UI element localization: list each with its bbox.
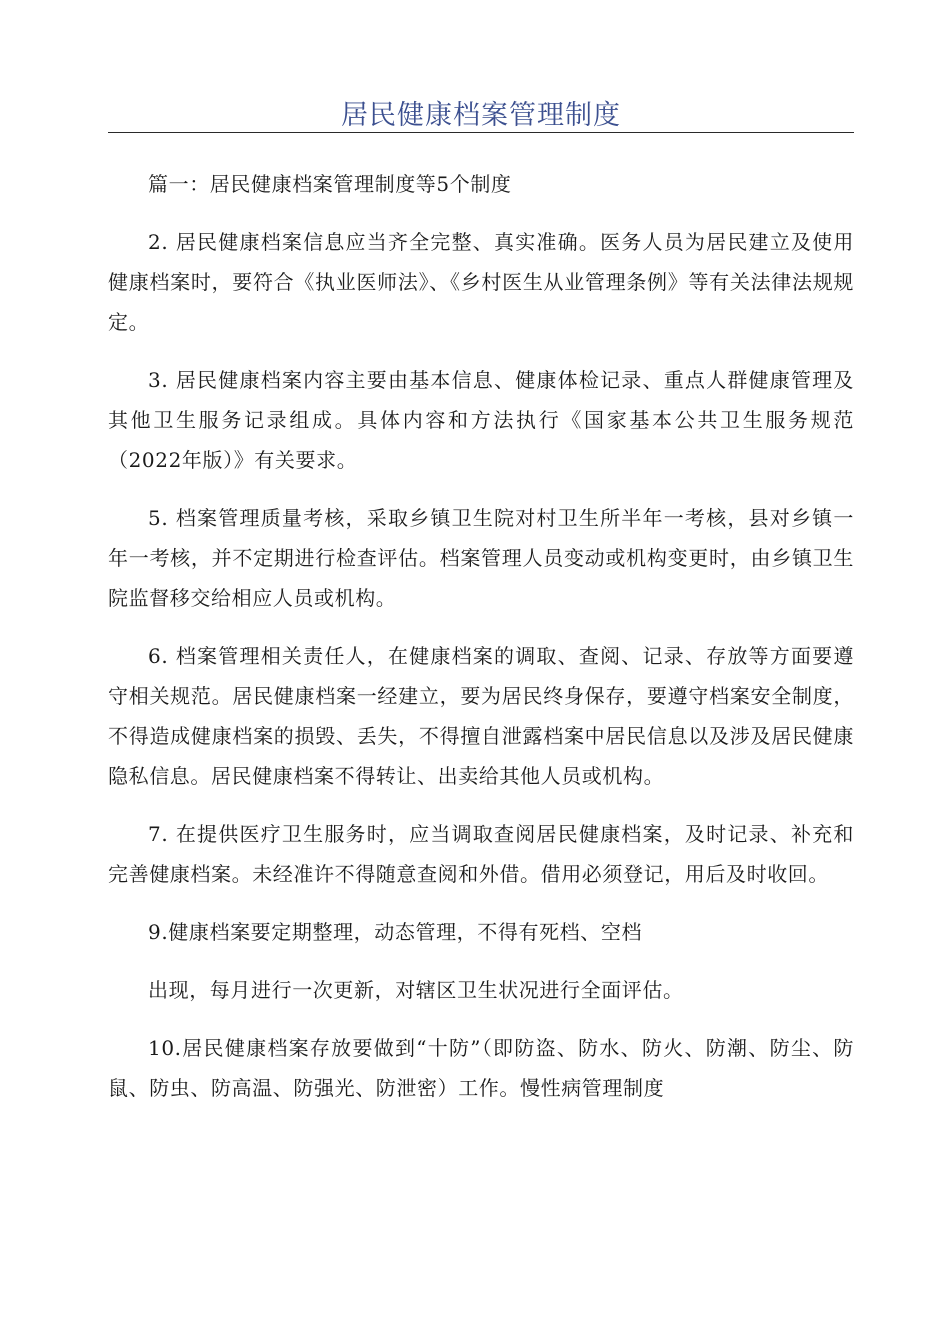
paragraph-item-2: 2. 居民健康档案信息应当齐全完整、真实准确。医务人员为居民建立及使用健康档案时，要符合《执业医师法》、《乡村医生从业管理条例》等有关法律法规规定。 (108, 230, 854, 334)
paragraph-item-5: 5. 档案管理质量考核，采取乡镇卫生院对村卫生所半年一考核，县对乡镇一年一考核，并不定期进行检查评估。档案管理人员变动或机构变更时，由乡镇卫生院监督移交给相应人员或机构。 (108, 506, 854, 610)
paragraph-item-9: 9.健康档案要定期整理，动态管理，不得有死档、空档 (148, 920, 643, 944)
title-underline (108, 132, 854, 133)
paragraph-item-7: 7. 在提供医疗卫生服务时，应当调取查阅居民健康档案，及时记录、补充和完善健康档案。未经准许不得随意查阅和外借。借用必须登记，用后及时收回。 (108, 822, 854, 886)
paragraph-item-6: 6. 档案管理相关责任人，在健康档案的调取、查阅、记录、存放等方面要遵守相关规范。居民健康档案一经建立，要为居民终身保存，要遵守档案安全制度，不得造成健康档案的损毁、丢失，不得擅自泄露档案中居民信息以及涉及居民健康隐私信息。居民健康档案不得转让、出卖给其他人员或机构。 (108, 644, 854, 788)
page-title: 居民健康档案管理制度 (341, 100, 621, 131)
paragraph-item-9-continued: 出现，每月进行一次更新，对辖区卫生状况进行全面评估。 (148, 978, 684, 1002)
document-body (108, 164, 854, 1108)
paragraph-item-3: 3. 居民健康档案内容主要由基本信息、健康体检记录、重点人群健康管理及其他卫生服务记录组成。具体内容和方法执行《国家基本公共卫生服务规范（2022年版）》有关要求。 (108, 368, 854, 472)
paragraph-item-10: 10.居民健康档案存放要做到“十防”（即防盗、防水、防火、防潮、防尘、防鼠、防虫、防高温、防强光、防泄密）工作。慢性病管理制度 (108, 1036, 854, 1100)
paragraph-intro: 篇一：居民健康档案管理制度等5个制度 (148, 172, 512, 196)
